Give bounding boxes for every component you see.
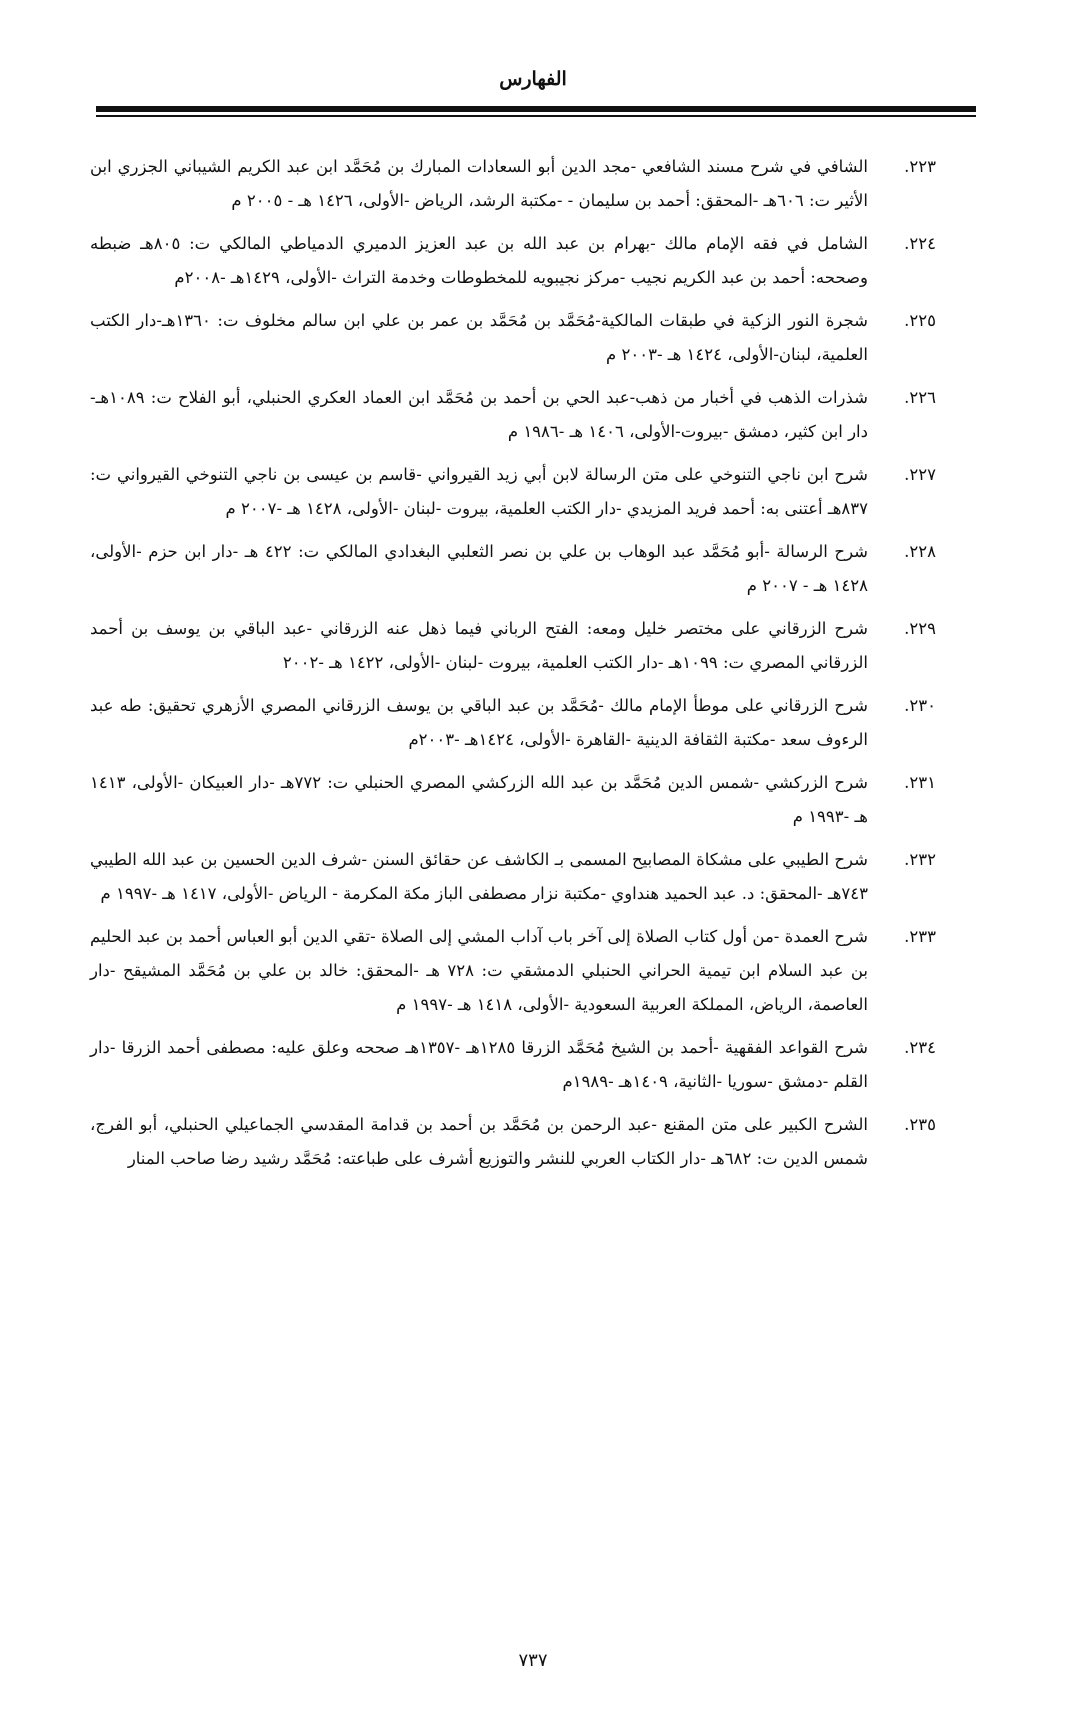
entry-text: شرح الطيبي على مشكاة المصابيح المسمى بـ الكاشف عن حقائق السنن -شرف الدين الحسين بن عبد الله الطيبي ٧٤٣هـ -المحقق: د. عبد الحميد هنداوي -مكتبة نزار مصطفى الباز مكة المكرمة - الرياض -الأولى، ١٤١٧ هـ -١٩٩٧ م [90, 850, 868, 903]
entry-number: ٢٣٣. [904, 927, 936, 946]
header-rule-thick [96, 106, 976, 112]
entry-text: شرح الرسالة -أبو مُحَمَّد عبد الوهاب بن علي بن نصر الثعلبي البغدادي المالكي ت: ٤٢٢ هـ -دار ابن حزم -الأولى، ١٤٢٨ هـ - ٢٠٠٧ م [90, 542, 868, 595]
entry-number: ٢٢٨. [904, 542, 936, 561]
page-title: الفهارس [499, 68, 567, 90]
entry-number: ٢٢٧. [904, 465, 936, 484]
bibliography-list [90, 150, 936, 1185]
bibliography-entry [90, 535, 936, 603]
entry-text: شجرة النور الزكية في طبقات المالكية-مُحَمَّد بن مُحَمَّد بن عمر بن علي ابن سالم مخلوف ت: ١٣٦٠هـ-دار الكتب العلمية، لبنان-الأولى، ١٤٢٤ هـ -٢٠٠٣ م [90, 311, 868, 364]
bibliography-entry [90, 150, 936, 218]
bibliography-entry [90, 843, 936, 911]
bibliography-entry [90, 381, 936, 449]
bibliography-entry [90, 766, 936, 834]
entry-text: شرح ابن ناجي التنوخي على متن الرسالة لابن أبي زيد القيرواني -قاسم بن عيسى بن ناجي التنوخي القيرواني ت: ٨٣٧هـ أعتنى به: أحمد فريد المزيدي -دار الكتب العلمية، بيروت -لبنان -الأولى، ١٤٢٨ هـ -٢٠٠٧ م [90, 465, 868, 518]
bibliography-entry [90, 227, 936, 295]
entry-text: شرح الزرقاني على موطأ الإمام مالك -مُحَمَّد بن عبد الباقي بن يوسف الزرقاني المصري الأزهري تحقيق: طه عبد الرءوف سعد -مكتبة الثقافة الدينية -القاهرة -الأولى، ١٤٢٤هـ -٢٠٠٣م [90, 696, 868, 749]
bibliography-entry [90, 689, 936, 757]
bibliography-entry [90, 920, 936, 1022]
entry-text: الشافي في شرح مسند الشافعي -مجد الدين أبو السعادات المبارك بن مُحَمَّد ابن عبد الكريم الشيباني الجزري ابن الأثير ت: ٦٠٦هـ -المحقق: أحمد بن سليمان - -مكتبة الرشد، الرياض -الأولى، ١٤٢٦ هـ - ٢٠٠٥ م [90, 157, 868, 210]
entry-number: ٢٣١. [904, 773, 936, 792]
entry-number: ٢٣٤. [904, 1038, 936, 1057]
bibliography-entry [90, 1031, 936, 1099]
entry-text: الشرح الكبير على متن المقنع -عبد الرحمن بن مُحَمَّد بن أحمد بن قدامة المقدسي الجماعيلي الحنبلي، أبو الفرج، شمس الدين ت: ٦٨٢هـ -دار الكتاب العربي للنشر والتوزيع أشرف على طباعته: مُحَمَّد رشيد رضا صاحب المنار [90, 1115, 868, 1168]
bibliography-entry [90, 612, 936, 680]
bibliography-entry [90, 1108, 936, 1176]
entry-number: ٢٢٦. [904, 388, 936, 407]
entry-text: شرح القواعد الفقهية -أحمد بن الشيخ مُحَمَّد الزرقا ١٢٨٥هـ -١٣٥٧هـ صححه وعلق عليه: مصطفى أحمد الزرقا -دار القلم -دمشق -سوريا -الثانية، ١٤٠٩هـ -١٩٨٩م [90, 1038, 868, 1091]
entry-number: ٢٣٠. [904, 696, 936, 715]
entry-text: شرح العمدة -من أول كتاب الصلاة إلى آخر باب آداب المشي إلى الصلاة -تقي الدين أبو العباس أحمد بن عبد الحليم بن عبد السلام ابن تيمية الحراني الحنبلي الدمشقي ت: ٧٢٨ هـ -المحقق: خالد بن علي بن مُحَمَّد المشيقح -دار العاصمة، الرياض، المملكة العربية السعودية -الأولى، ١٤١٨ هـ -١٩٩٧ م [90, 927, 868, 1014]
entry-number: ٢٣٥. [904, 1115, 936, 1134]
entry-number: ٢٢٤. [904, 234, 936, 253]
entry-number: ٢٢٩. [904, 619, 936, 638]
entry-text: شرح الزرقاني على مختصر خليل ومعه: الفتح الرباني فيما ذهل عنه الزرقاني -عبد الباقي بن يوسف بن أحمد الزرقاني المصري ت: ١٠٩٩هـ -دار الكتب العلمية، بيروت -لبنان -الأولى، ١٤٢٢ هـ -٢٠٠٢ [90, 619, 868, 672]
page-number: ٧٣٧ [518, 1650, 548, 1671]
header-rule-thin [96, 115, 976, 117]
bibliography-entry [90, 458, 936, 526]
entry-number: ٢٢٣. [904, 157, 936, 176]
entry-text: شرح الزركشي -شمس الدين مُحَمَّد بن عبد الله الزركشي المصري الحنبلي ت: ٧٧٢هـ -دار العبيكان -الأولى، ١٤١٣ هـ -١٩٩٣ م [90, 773, 869, 826]
entry-text: الشامل في فقه الإمام مالك -بهرام بن عبد الله بن عبد العزيز الدميري الدمياطي المالكي ت: ٨٠٥هـ ضبطه وصححه: أحمد بن عبد الكريم نجيب -مركز نجيبويه للمخطوطات وخدمة التراث -الأولى، ١٤٢٩هـ -٢٠٠٨م [90, 234, 868, 287]
bibliography-entry [90, 304, 936, 372]
entry-text: شذرات الذهب في أخبار من ذهب-عبد الحي بن أحمد بن مُحَمَّد ابن العماد العكري الحنبلي، أبو الفلاح ت: ١٠٨٩هـ-دار ابن كثير، دمشق -بيروت-الأولى، ١٤٠٦ هـ -١٩٨٦ م [90, 388, 868, 441]
entry-number: ٢٣٢. [904, 850, 936, 869]
entry-number: ٢٢٥. [904, 311, 936, 330]
